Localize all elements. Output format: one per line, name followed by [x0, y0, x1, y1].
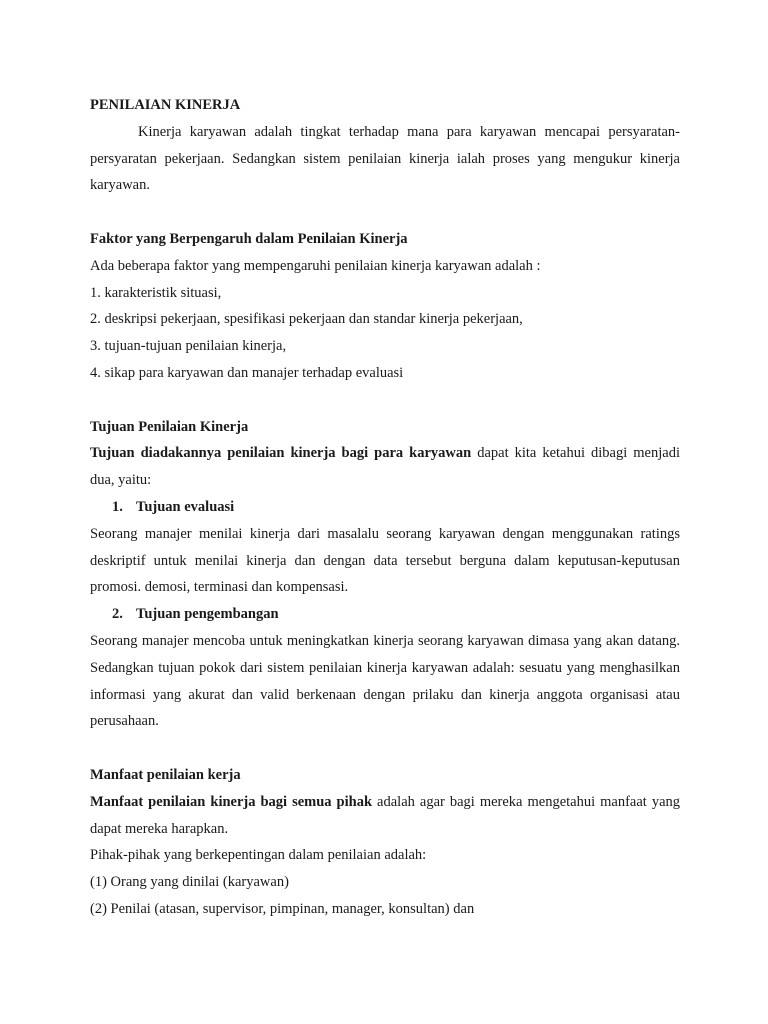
tujuan-lead — [90, 440, 680, 494]
faktor-lead: Ada beberapa faktor yang mempengaruhi penilaian kinerja karyawan adalah : — [90, 257, 541, 274]
section-heading-manfaat: Manfaat penilaian kerja — [90, 766, 241, 783]
faktor-item-3: 3. tujuan-tujuan penilaian kinerja, — [90, 338, 287, 355]
tujuan-evaluasi-text: Seorang manajer menilai kinerja dari masalalu seorang karyawan dengan menggunakan ratings deskriptif untuk menilai kinerja dan dengan data tersebut berguna dalam keputusan-keputusan promosi. demosi, terminasi dan kompensasi. — [90, 525, 680, 596]
manfaat-lead-rest: adalah agar bagi mereka mengetahui manfaat yang dapat mereka harapkan. — [90, 793, 681, 837]
section-heading-tujuan: Tujuan Penilaian Kinerja — [90, 418, 249, 435]
section-heading-faktor: Faktor yang Berpengaruh dalam Penilaian Kinerja — [90, 230, 408, 247]
faktor-item-1: 1. karakteristik situasi, — [90, 284, 222, 301]
manfaat-line: Pihak-pihak yang berkepentingan dalam penilaian adalah: — [90, 847, 427, 864]
manfaat-item-1: (1) Orang yang dinilai (karyawan) — [90, 874, 289, 891]
tujuan-lead-bold: Tujuan diadakannya penilaian kinerja bagi para karyawan — [90, 445, 472, 462]
manfaat-item-2: (2) Penilai (atasan, supervisor, pimpinan, manager, konsultan) dan — [90, 900, 475, 917]
document-title: PENILAIAN KINERJA — [90, 97, 241, 113]
faktor-item-4: 4. sikap para karyawan dan manajer terhadap evaluasi — [90, 364, 404, 381]
faktor-item-2: 2. deskripsi pekerjaan, spesifikasi pekerjaan dan standar kinerja pekerjaan, — [90, 311, 523, 328]
spacer — [90, 735, 680, 762]
spacer — [90, 387, 680, 414]
list-number: 1. — [112, 498, 123, 515]
list-number: 2. — [112, 606, 123, 623]
tujuan-sub-title-2: Tujuan pengembangan — [136, 606, 279, 623]
tujuan-sub-title-1: Tujuan evaluasi — [136, 498, 235, 515]
tujuan-sub-heading-1 — [90, 494, 680, 521]
manfaat-lead-bold: Manfaat penilaian kinerja bagi semua pihak — [90, 793, 373, 810]
spacer — [90, 199, 680, 226]
manfaat-lead — [90, 789, 680, 843]
document-body — [90, 92, 680, 923]
tujuan-lead-rest: dapat kita ketahui dibagi menjadi dua, yaitu: — [90, 445, 680, 489]
tujuan-pengembangan-text: Seorang manajer mencoba untuk meningkatkan kinerja seorang karyawan dimasa yang akan datang. Sedangkan tujuan pokok dari sistem penilaian kinerja karyawan adalah: sesuatu yang menghasilkan informasi yang akurat dan valid berkenaan dengan prilaku dan kinerja anggota organisasi atau perusahaan. — [90, 632, 680, 730]
tujuan-sub-heading-2 — [90, 601, 680, 628]
intro-paragraph: Kinerja karyawan adalah tingkat terhadap mana para karyawan mencapai persyaratan-persyaratan pekerjaan. Sedangkan sistem penilaian kinerja ialah proses yang mengukur kinerja karyawan. — [90, 123, 680, 194]
